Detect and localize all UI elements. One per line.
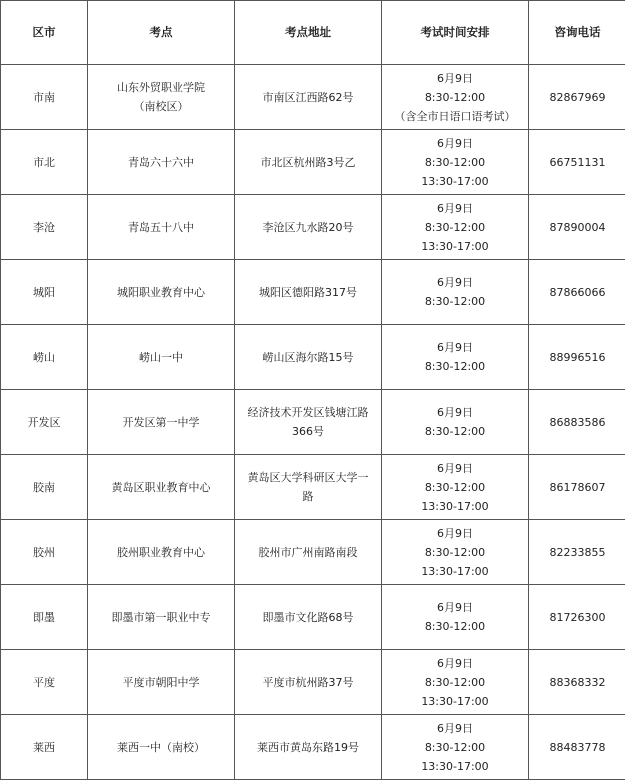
exam-schedule-cell-line: 8:30-12:00 xyxy=(386,738,524,757)
exam-site-cell xyxy=(88,325,235,390)
table-row xyxy=(1,455,625,520)
site-address-cell xyxy=(235,325,382,390)
exam-site-cell xyxy=(88,130,235,195)
table-row xyxy=(1,195,625,260)
site-address-cell-line: 即墨市文化路68号 xyxy=(239,608,377,627)
table-row xyxy=(1,130,625,195)
exam-site-cell-line: 胶州职业教育中心 xyxy=(92,543,230,562)
site-address-cell-line: 市南区江西路62号 xyxy=(239,88,377,107)
header-district: 区市 xyxy=(1,1,88,65)
exam-site-cell xyxy=(88,455,235,520)
table-row xyxy=(1,260,625,325)
exam-site-cell xyxy=(88,715,235,780)
district-cell: 开发区 xyxy=(1,390,88,455)
district-cell: 城阳 xyxy=(1,260,88,325)
exam-site-cell xyxy=(88,520,235,585)
site-address-cell-line: 市北区杭州路3号乙 xyxy=(239,153,377,172)
exam-site-cell-line: 城阳职业教育中心 xyxy=(92,283,230,302)
phone-cell: 88483778 xyxy=(529,715,625,780)
exam-schedule-cell-line: 6月9日 xyxy=(386,459,524,478)
exam-site-cell xyxy=(88,195,235,260)
exam-site-cell-line: 即墨市第一职业中专 xyxy=(92,608,230,627)
exam-site-cell xyxy=(88,260,235,325)
site-address-cell xyxy=(235,585,382,650)
table-row xyxy=(1,650,625,715)
phone-cell: 66751131 xyxy=(529,130,625,195)
site-address-cell-line: 经济技术开发区钱塘江路 xyxy=(239,403,377,422)
table-row xyxy=(1,325,625,390)
site-address-cell xyxy=(235,65,382,130)
phone-cell: 86178607 xyxy=(529,455,625,520)
site-address-cell-line: 崂山区海尔路15号 xyxy=(239,348,377,367)
site-address-cell-line: 城阳区德阳路317号 xyxy=(239,283,377,302)
exam-site-cell-line: （南校区） xyxy=(92,97,230,116)
exam-schedule-cell-line: 8:30-12:00 xyxy=(386,153,524,172)
site-address-cell xyxy=(235,715,382,780)
site-address-cell xyxy=(235,650,382,715)
exam-schedule-cell xyxy=(382,130,529,195)
district-cell: 即墨 xyxy=(1,585,88,650)
site-address-cell xyxy=(235,455,382,520)
exam-schedule-cell-line: 8:30-12:00 xyxy=(386,357,524,376)
exam-schedule-cell xyxy=(382,390,529,455)
exam-schedule-cell-line: 13:30-17:00 xyxy=(386,172,524,191)
exam-schedule-cell-line: （含全市日语口语考试） xyxy=(386,107,524,126)
exam-schedule-cell-line: 8:30-12:00 xyxy=(386,88,524,107)
district-cell: 市南 xyxy=(1,65,88,130)
exam-schedule-cell-line: 13:30-17:00 xyxy=(386,237,524,256)
exam-schedule-cell-line: 6月9日 xyxy=(386,273,524,292)
exam-schedule-cell xyxy=(382,455,529,520)
exam-site-cell xyxy=(88,650,235,715)
table-row xyxy=(1,715,625,780)
exam-schedule-cell xyxy=(382,650,529,715)
exam-schedule-cell xyxy=(382,260,529,325)
site-address-cell xyxy=(235,520,382,585)
site-address-cell-line: 莱西市黄岛东路19号 xyxy=(239,738,377,757)
phone-cell: 86883586 xyxy=(529,390,625,455)
exam-site-cell-line: 崂山一中 xyxy=(92,348,230,367)
exam-schedule-cell-line: 6月9日 xyxy=(386,598,524,617)
table-body xyxy=(1,65,625,780)
exam-schedule-cell-line: 8:30-12:00 xyxy=(386,478,524,497)
exam-schedule-cell-line: 8:30-12:00 xyxy=(386,422,524,441)
exam-site-cell-line: 山东外贸职业学院 xyxy=(92,78,230,97)
phone-cell: 87890004 xyxy=(529,195,625,260)
header-site-address: 考点地址 xyxy=(235,1,382,65)
exam-schedule-cell-line: 8:30-12:00 xyxy=(386,218,524,237)
table-row xyxy=(1,390,625,455)
site-address-cell-line: 366号 xyxy=(239,422,377,441)
site-address-cell-line: 平度市杭州路37号 xyxy=(239,673,377,692)
exam-schedule-cell-line: 6月9日 xyxy=(386,69,524,88)
exam-schedule-cell xyxy=(382,715,529,780)
phone-cell: 88996516 xyxy=(529,325,625,390)
site-address-cell-line: 胶州市广州南路南段 xyxy=(239,543,377,562)
phone-cell: 81726300 xyxy=(529,585,625,650)
exam-schedule-cell-line: 6月9日 xyxy=(386,719,524,738)
exam-schedule-cell-line: 13:30-17:00 xyxy=(386,562,524,581)
table-row xyxy=(1,585,625,650)
district-cell: 胶南 xyxy=(1,455,88,520)
exam-schedule-cell-line: 8:30-12:00 xyxy=(386,617,524,636)
exam-schedule-cell-line: 6月9日 xyxy=(386,403,524,422)
district-cell: 市北 xyxy=(1,130,88,195)
phone-cell: 82867969 xyxy=(529,65,625,130)
district-cell: 李沧 xyxy=(1,195,88,260)
table-header-row xyxy=(1,1,625,65)
table-row xyxy=(1,520,625,585)
exam-site-cell-line: 青岛六十六中 xyxy=(92,153,230,172)
phone-cell: 87866066 xyxy=(529,260,625,325)
exam-schedule-cell xyxy=(382,325,529,390)
exam-site-cell-line: 莱西一中（南校） xyxy=(92,738,230,757)
exam-schedule-cell-line: 6月9日 xyxy=(386,524,524,543)
header-exam-schedule: 考试时间安排 xyxy=(382,1,529,65)
exam-schedule-cell xyxy=(382,65,529,130)
district-cell: 平度 xyxy=(1,650,88,715)
exam-site-cell-line: 开发区第一中学 xyxy=(92,413,230,432)
exam-schedule-cell-line: 6月9日 xyxy=(386,134,524,153)
district-cell: 胶州 xyxy=(1,520,88,585)
site-address-cell xyxy=(235,390,382,455)
site-address-cell xyxy=(235,260,382,325)
exam-site-cell-line: 青岛五十八中 xyxy=(92,218,230,237)
district-cell: 崂山 xyxy=(1,325,88,390)
exam-schedule-cell-line: 8:30-12:00 xyxy=(386,673,524,692)
exam-schedule-cell-line: 13:30-17:00 xyxy=(386,692,524,711)
exam-site-cell xyxy=(88,65,235,130)
header-phone: 咨询电话 xyxy=(529,1,625,65)
exam-schedule-cell xyxy=(382,585,529,650)
phone-cell: 82233855 xyxy=(529,520,625,585)
exam-schedule-cell-line: 13:30-17:00 xyxy=(386,497,524,516)
exam-site-cell-line: 平度市朝阳中学 xyxy=(92,673,230,692)
exam-site-cell-line: 黄岛区职业教育中心 xyxy=(92,478,230,497)
exam-site-cell xyxy=(88,390,235,455)
site-address-cell-line: 黄岛区大学科研区大学一 xyxy=(239,468,377,487)
exam-schedule-cell-line: 6月9日 xyxy=(386,338,524,357)
exam-schedule-cell xyxy=(382,520,529,585)
exam-schedule-cell-line: 6月9日 xyxy=(386,199,524,218)
exam-schedule-cell xyxy=(382,195,529,260)
district-cell: 莱西 xyxy=(1,715,88,780)
exam-schedule-cell-line: 8:30-12:00 xyxy=(386,543,524,562)
exam-schedule-cell-line: 6月9日 xyxy=(386,654,524,673)
phone-cell: 88368332 xyxy=(529,650,625,715)
exam-schedule-cell-line: 13:30-17:00 xyxy=(386,757,524,776)
site-address-cell xyxy=(235,195,382,260)
table-row xyxy=(1,65,625,130)
header-exam-site: 考点 xyxy=(88,1,235,65)
site-address-cell-line: 李沧区九水路20号 xyxy=(239,218,377,237)
site-address-cell-line: 路 xyxy=(239,487,377,506)
exam-site-cell xyxy=(88,585,235,650)
site-address-cell xyxy=(235,130,382,195)
exam-schedule-cell-line: 8:30-12:00 xyxy=(386,292,524,311)
